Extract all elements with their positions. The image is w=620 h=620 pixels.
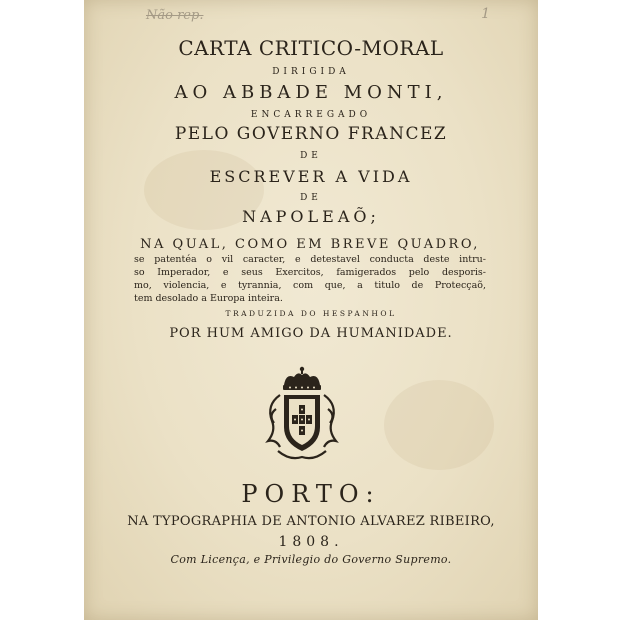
description-line: tem desolado a Europa inteira. bbox=[134, 293, 283, 304]
title-line-4: ENCARREGADO bbox=[250, 110, 372, 120]
title-line-3: AO ABBADE MONTI, bbox=[174, 82, 448, 103]
title-line-9: NAPOLEAÕ; bbox=[242, 207, 380, 226]
translator-line: POR HUM AMIGO DA HUMANIDADE. bbox=[169, 326, 453, 341]
translation-note: TRADUZIDA DO HESPANHOL bbox=[225, 309, 397, 318]
imprint-printer: NA TYPOGRAPHIA DE ANTONIO ALVAREZ RIBEIRO, bbox=[127, 514, 495, 529]
description-line: so Imperador, e seus Exercitos, famigerados pelo desporis- bbox=[134, 267, 486, 278]
description-paragraph bbox=[134, 237, 486, 305]
imprint-license: Com Licença, e Privilegio do Governo Supremo. bbox=[170, 553, 452, 566]
imprint-city: PORTO: bbox=[241, 480, 381, 508]
title-line-2: DIRIGIDA bbox=[272, 67, 350, 77]
manuscript-number: 1 bbox=[481, 6, 490, 22]
description-line: mo, violencia, e tyrannia, com que, a titulo de Protecçaõ, bbox=[134, 280, 486, 291]
title-page bbox=[84, 0, 538, 620]
paper-stain bbox=[384, 380, 494, 470]
title-line-7: ESCREVER A VIDA bbox=[209, 167, 413, 186]
description-line: se patentéa o vil caracter, e detestavel conducta deste intru- bbox=[134, 254, 486, 265]
title-line-1: CARTA CRITICO-MORAL bbox=[178, 36, 444, 60]
title-line-5: PELO GOVERNO FRANCEZ bbox=[174, 124, 448, 144]
description-lead: NA QUAL, COMO EM BREVE QUADRO, bbox=[140, 237, 480, 252]
imprint-year: 1808. bbox=[278, 534, 344, 550]
royal-coat-of-arms-icon bbox=[262, 365, 342, 465]
manuscript-note: Não rep. bbox=[146, 8, 204, 23]
title-line-6: DE bbox=[300, 151, 322, 161]
title-line-8: DE bbox=[300, 193, 322, 203]
